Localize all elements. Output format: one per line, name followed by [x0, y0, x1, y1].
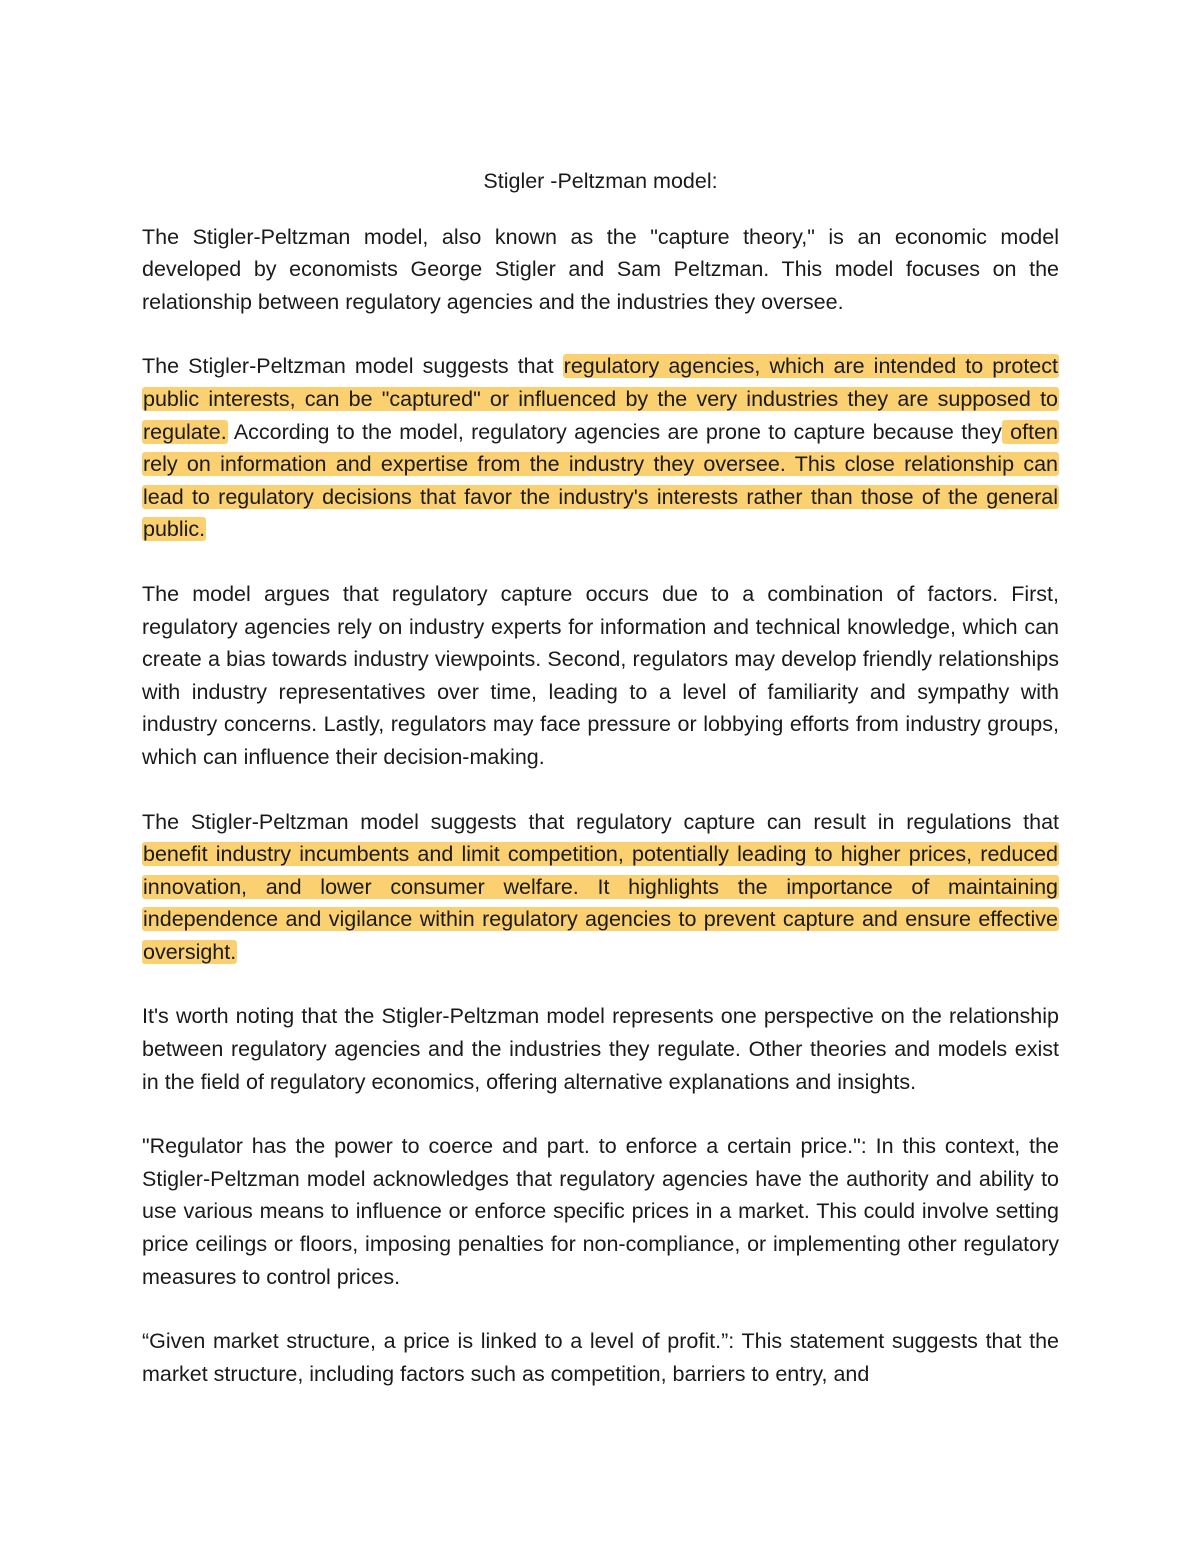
paragraph-perspective-note: It's worth noting that the Stigler-Peltzman model represents one perspective on the relationship between regulatory agencies and the industries they regulate. Other theories and models exist in the field of regulatory economics, offering alternative explanations and insights.: [142, 1004, 1059, 1094]
document-title: Stigler -Peltzman model:: [483, 169, 718, 193]
paragraph-text: The Stigler-Peltzman model suggests that: [142, 354, 563, 379]
paragraph-text: The Stigler-Peltzman model suggests that regulatory capture can result in regulations that: [142, 809, 1059, 834]
paragraph-market-structure: “Given market structure, a price is linked to a level of profit.”: This statement suggests that the market structure, including factors such as competition, barriers to entry, and: [142, 1329, 1059, 1386]
paragraph-capture-results: [142, 806, 1059, 969]
highlighted-text: often rely on information and expertise from the industry they oversee. This close relationship can lead to regulatory decisions that favor the industry's interests rather than those of the general public.: [143, 419, 1059, 542]
highlighted-text: benefit industry incumbents and limit competition, potentially leading to higher prices, reduced innovation, and lower consumer welfare. It highlights the importance of maintaining independence and vigilance within regulatory agencies to prevent capture and ensure effective oversight.: [143, 842, 1058, 964]
paragraph-text: According to the model, regulatory agencies are prone to capture because they: [227, 419, 1002, 444]
paragraph-intro: The Stigler-Peltzman model, also known as the "capture theory," is an economic model developed by economists George Stigler and Sam Peltzman. This model focuses on the relationship between regulatory agencies and the industries they oversee.: [142, 224, 1059, 314]
highlighted-text: regulatory agencies, which are intended to protect public interests, can be "captured" or influenced by the very industries they are supposed to regulate.: [143, 354, 1058, 444]
paragraph-capture-factors: The model argues that regulatory capture occurs due to a combination of factors. First, regulatory agencies rely on industry experts for information and technical knowledge, which can create a bias towards industry viewpoints. Second, regulators may develop friendly relationships with industry representatives over time, leading to a level of familiarity and sympathy with industry concerns. Lastly, regulators may face pressure or lobbying efforts from industry groups, which can influence their decision-making.: [142, 581, 1059, 769]
paragraph-regulator-power: "Regulator has the power to coerce and part. to enforce a certain price.": In this context, the Stigler-Peltzman model acknowledges that regulatory agencies have the authority and ability to use various means to influence or enforce specific prices in a market. This could involve setting price ceilings or floors, imposing penalties for non-compliance, or implementing other regulatory measures to control prices.: [142, 1134, 1059, 1289]
paragraph-capture-suggestion: [142, 350, 1059, 546]
document-page: [142, 165, 1059, 1422]
